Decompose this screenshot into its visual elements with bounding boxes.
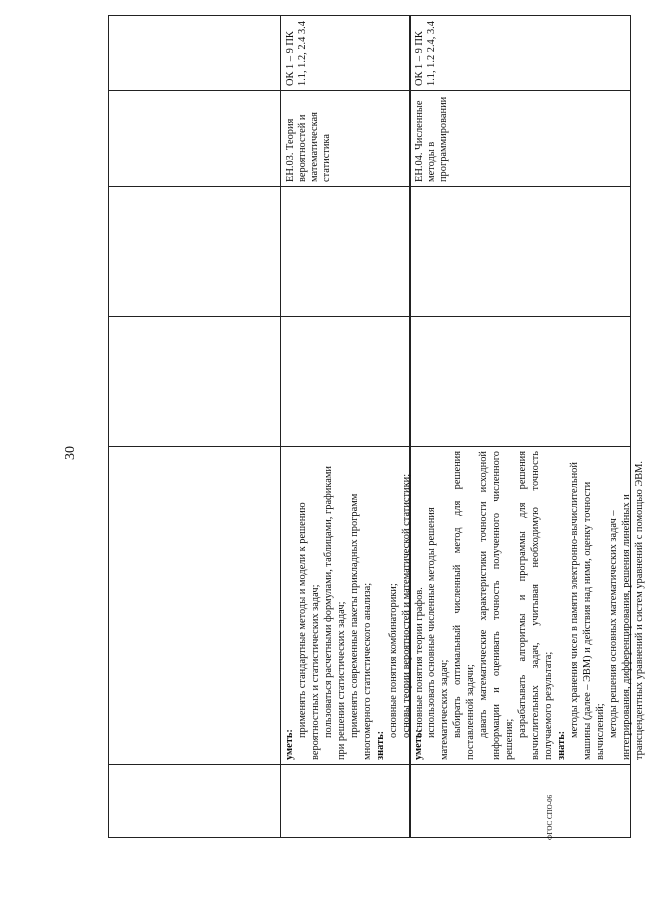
table-cell-hours-max xyxy=(109,317,281,447)
table-cell-competencies xyxy=(281,15,410,91)
table-row xyxy=(409,15,645,838)
table-cell-index xyxy=(281,765,410,838)
skills-label: уметь: xyxy=(284,729,295,760)
table-cell-requirements xyxy=(109,447,281,765)
table-cell-discipline xyxy=(281,91,410,187)
table-cell-hours-max xyxy=(281,317,410,447)
knowledge-label: знать: xyxy=(375,730,386,760)
skills-label: уметь: xyxy=(413,729,424,760)
knowledge-item: методы хранения чисел в памяти электронно-вычислительной машины (далее – ЭВМ) и действия над ними, оценку точности вычислений; xyxy=(569,462,606,760)
curriculum-table xyxy=(108,15,645,838)
skill-item: использовать основные численные методы решения математических задач; xyxy=(426,507,450,760)
table-row xyxy=(280,15,425,838)
skill-item: выбирать оптимальный численный метод для решения поставленной задачи; xyxy=(452,451,476,760)
table-cell-requirements xyxy=(410,447,645,765)
table-cell-index xyxy=(109,765,281,838)
page-number: 30 xyxy=(63,446,78,460)
table-cell-competencies xyxy=(410,15,630,91)
table-cell-hours-required xyxy=(281,187,410,317)
table-cell-requirements xyxy=(281,447,425,765)
table-cell-competencies xyxy=(109,15,281,91)
table-cell-hours-max xyxy=(410,317,630,447)
document-footer-code: ФГОС СПО-06 xyxy=(546,794,554,840)
knowledge-item: методы решения основных математических задач – интегрирования, дифференцирования, решения линейных и трансцендентных уравнений и систем уравнений с помощью ЭВМ. xyxy=(608,461,645,760)
table-cell-discipline xyxy=(109,91,281,187)
competency-codes: ОК 1 – 9 ПК 1.1, 1.2, 2.4 3.4 xyxy=(285,21,308,86)
skill-item: давать математические характеристики точности исходной информации и оценивать точность полученного численного решения; xyxy=(478,451,515,760)
knowledge-item: основные понятия теории графов. xyxy=(414,587,425,738)
discipline-name: ЕН.04. Численные методы в программировании xyxy=(414,96,449,182)
table-cell-hours-required xyxy=(109,187,281,317)
discipline-name: ЕН.03. Теория вероятностей и математическая статистика xyxy=(285,112,332,182)
skill-item: пользоваться расчетными формулами, таблицами, графиками при решении статистических задач; xyxy=(323,466,347,760)
knowledge-item: основы теории вероятностей и математической статистики; xyxy=(401,473,412,738)
skill-item: применять стандартные методы и модели к решению вероятностных и статистических задач; xyxy=(297,502,321,760)
table-row xyxy=(108,15,281,838)
knowledge-item: основные понятия комбинаторики; xyxy=(388,583,399,738)
knowledge-label: знать: xyxy=(556,730,567,760)
table-cell-index xyxy=(410,765,630,838)
skill-item: применять современные пакеты прикладных программ многомерного статистического анализа; xyxy=(349,493,373,760)
competency-codes: ОК 1 – 9 ПК 1.1, 1.2 2.4, 3.4 xyxy=(414,21,437,86)
skill-item: разрабатывать алгоритмы и программы для решения вычислительных задач, учитывая необходимую точность получаемого результата; xyxy=(517,451,554,760)
table-cell-discipline xyxy=(410,91,630,187)
table-cell-hours-required xyxy=(410,187,630,317)
